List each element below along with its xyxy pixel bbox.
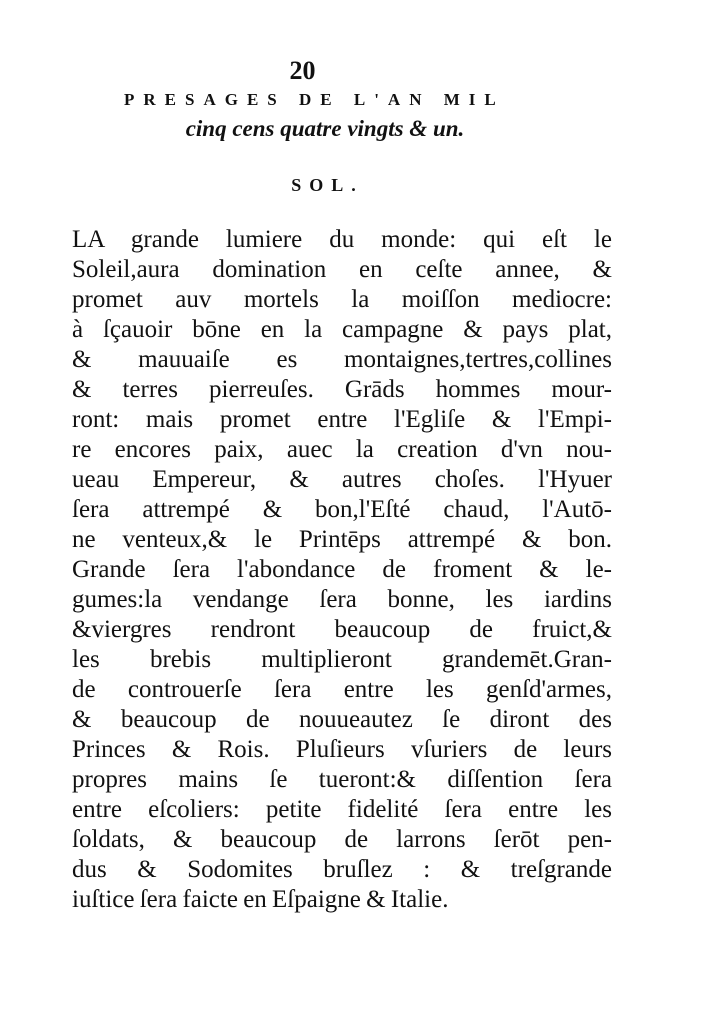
text-line: entre eſcoliers: petite fidelité ſera entre les: [72, 796, 612, 823]
text-line: ne venteux,& le Printēps attrempé & bon.: [72, 526, 612, 553]
text-line: les brebis multiplieront grandemēt.Gran-: [72, 646, 612, 673]
text-line: promet auv mortels la moiſſon mediocre:: [72, 286, 612, 313]
text-line: & mauuaiſe es montaignes,tertres,collines: [72, 346, 612, 373]
text-line: de controuerſe ſera entre les genſd'armes,: [72, 676, 612, 703]
text-line: LA grande lumiere du monde: qui eſt le: [72, 226, 612, 253]
text-line: ſoldats, & beaucoup de larrons ſerōt pen-: [72, 826, 612, 853]
text-line: Grande ſera l'abondance de froment & le-: [72, 556, 612, 583]
section-heading: SOL.: [291, 175, 364, 195]
text-line: gumes:la vendange ſera bonne, les iardins: [72, 586, 612, 613]
text-line: &viergres rendront beaucoup de fruict,&: [72, 616, 612, 643]
page-number: 20: [289, 56, 316, 85]
text-line: & beaucoup de nouueautez ſe diront des: [72, 706, 612, 733]
text-line: à ſçauoir bōne en la campagne & pays plat,: [72, 316, 612, 343]
text-line: ueau Empereur, & autres choſes. l'Hyuer: [72, 466, 612, 493]
text-line: ſera attrempé & bon,l'Eſté chaud, l'Autō-: [72, 496, 612, 523]
text-line: re encores paix, auec la creation d'vn nou-: [72, 436, 612, 463]
page-title-line-1: PRESAGES DE L'AN MIL: [124, 90, 505, 109]
text-line: iuſtice ſera faicte en Eſpaigne & Italie.: [72, 886, 449, 913]
text-line: dus & Sodomites bruſlez : & treſgrande: [72, 856, 612, 883]
body-text: [72, 225, 612, 915]
text-line: & terres pierreuſes. Grāds hommes mour-: [72, 376, 612, 403]
text-line: Princes & Rois. Pluſieurs vſuriers de leurs: [72, 736, 612, 763]
page-title-line-2: cinq cens quatre vingts & un.: [185, 116, 465, 141]
text-line: propres mains ſe tueront:& diſſention ſera: [72, 766, 612, 793]
text-line: Soleil,aura domination en ceſte annee, &: [72, 256, 612, 283]
text-line: ront: mais promet entre l'Egliſe & l'Empi-: [72, 406, 612, 433]
